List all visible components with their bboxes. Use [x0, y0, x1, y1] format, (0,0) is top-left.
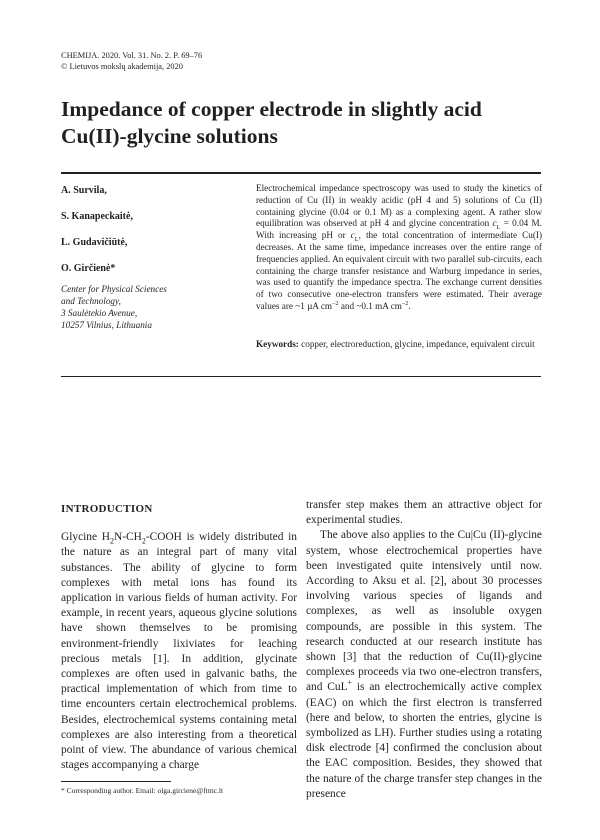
keywords-label: Keywords: [256, 339, 299, 349]
right-column [306, 498, 542, 802]
affiliation-line: 3 Saulėtekio Avenue, [61, 308, 138, 318]
author-name: A. Survila, [61, 185, 107, 196]
author-name: O. Girčienė* [61, 263, 116, 274]
title-line-1: Impedance of copper electrode in slightly acid [61, 97, 482, 121]
affiliation-line: 10257 Vilnius, Lithuania [61, 320, 152, 330]
footnote: * Corresponding author. Email: olga.gircienе@ftmc.lt [61, 786, 224, 795]
affiliation [61, 283, 231, 331]
abstract-rule [61, 376, 541, 377]
journal-citation: CHEMIJA. 2020. Vol. 31. No. 2. P. 69–76 [61, 51, 203, 60]
affiliation-line: Center for Physical Sciences [61, 284, 167, 294]
intro-paragraph-continued: transfer step makes them an attractive object for experimental studies. [306, 499, 542, 527]
title-rule [61, 172, 541, 174]
affiliation-line: and Technology, [61, 296, 121, 306]
keywords [256, 339, 542, 351]
left-column [61, 498, 297, 773]
intro-paragraph-1: Glycine $H_2N-CH_2$-COOH is widely distributed in the nature as an integral part of many vital substances. The ability of glycine to form complexes with metal ions has found its application in various fields of human activity. For example, in recent years, aqueous glycine solutions have shown themselves to be promising environment-friendly lixiviates for leaching precious metals [1]. In addition, glycinate complexes are often used in galvanic baths, the practical implementation of which from time to time encounters certain electrochemical problems. Besides, electrochemical systems containing metal complexes are also interesting from a theoretical point of view. The abundance of various chemical stages accompanying a charge [61, 531, 297, 772]
author-block [61, 184, 231, 331]
author-name: L. Gudavičiūtė, [61, 237, 128, 248]
intro-paragraph-2: The above also applies to the Cu|Cu (II)-glycine system, whose electrochemical properties have been investigated quite intensively until now. According to Aksu et al. [2], about 30 processes involving various species of ligands and complexes, as well as insoluble oxygen compounds, are possible in this system. The research conducted at our research institute has shown [3] that the reduction of Cu(II)-glycine complexes proceeds via two one-electron transfers, and CuL+ is an electrochemically active complex (EAC) on which the first electron is transferred (here and below, to shorten the entries, glycine is symbolized as LH). Further studies using a rotating disk electrode [4] confirmed the conclusion about the EAC composition. Besides, they showed that the nature of the charge transfer step changes in the presence [306, 529, 542, 800]
journal-header [61, 50, 202, 72]
author-name: S. Kanapeckaitė, [61, 211, 133, 222]
footnote-rule [61, 781, 171, 782]
title-line-2: Cu(II)-glycine solutions [61, 124, 278, 148]
copyright-line: © Lietuvos mokslų akademija, 2020 [61, 62, 183, 71]
section-heading: INTRODUCTION [61, 503, 153, 515]
keywords-text: copper, electroreduction, glycine, impedance, equivalent circuit [301, 339, 535, 349]
article-title [61, 96, 541, 150]
abstract: Electrochemical impedance spectroscopy was used to study the kinetics of reduction of Cu (II) in weakly acidic (pH 4 and 5) solutions of Cu (II) containing glycine (0.04 or 0.1 M) as a complexing agent. A rather slow equilibration was observed at pH 4 and glycine concentration $c_L = 0.04$ M. With increasing pH or $c_L$, the total concentration of intermediate Cu(I) decreases. At the same time, impedance increases over the entire range of frequencies applied. An equivalent circuit with two parallel sub-circuits, each containing the charge transfer resistance and Warburg impedance in series, was used to quantify the impedance spectra. The exchange current densities of two consecutive one-electron transfers were estimated. Their average values are ~1 µA $cm^{-2}$ and ~0.1 mA $cm^{-2}$. [256, 183, 542, 311]
